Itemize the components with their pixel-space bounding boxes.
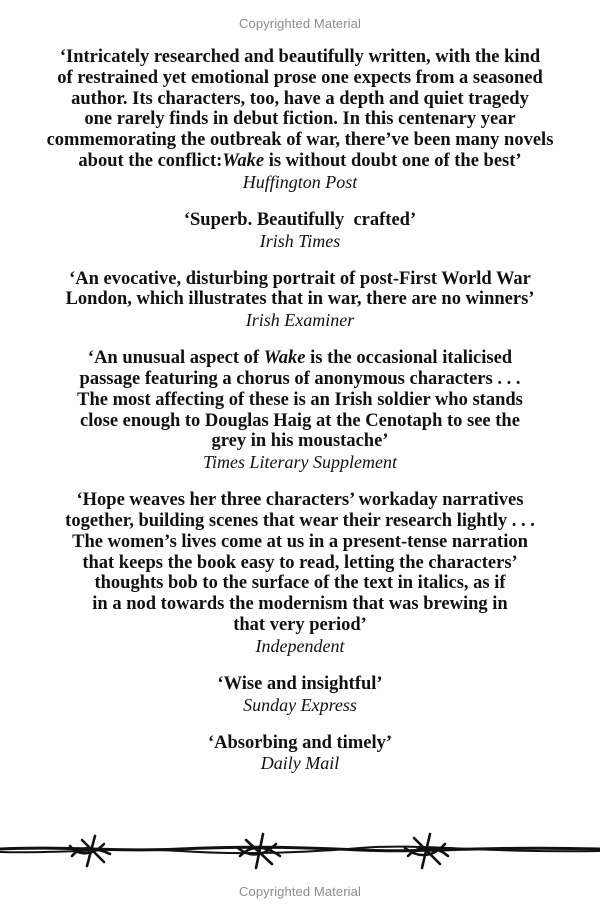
watermark-bottom: Copyrighted Material: [239, 884, 361, 899]
review-times-literary-supplement: [30, 348, 570, 473]
quote-line: London, which illustrates that in war, there are no winners’: [65, 289, 535, 310]
quote-line: one rarely finds in debut fiction. In this centenary year: [84, 109, 516, 130]
quote-line: that keeps the book easy to read, letting the characters’: [82, 552, 518, 573]
quote-line: thoughts bob to the surface of the text in italics, as if: [94, 573, 506, 594]
review-huffington-post: [30, 47, 570, 193]
review-quote: [30, 490, 570, 636]
quote-line: ‘Intricately researched and beautifully written, with the kind: [59, 47, 541, 67]
quote-line-segment: about the conflict:: [78, 150, 223, 171]
review-daily-mail: [30, 733, 570, 775]
book-title: Wake: [222, 150, 265, 171]
review-sunday-express: [30, 674, 570, 716]
review-quote: ‘Wise and insightful’: [217, 673, 383, 694]
reviews-list: [30, 47, 570, 791]
review-source: Irish Examiner: [245, 310, 355, 331]
barbed-wire-icon: [0, 826, 600, 876]
quote-line: commemorating the outbreak of war, there’ve been many novels: [46, 130, 554, 151]
quote-line: author. Its characters, too, have a depth and quiet tragedy: [71, 88, 529, 109]
barb-icon: [405, 834, 448, 868]
quote-line: that very period’: [233, 614, 367, 635]
quote-line: The most affecting of these is an Irish soldier who stands: [77, 389, 523, 410]
quote-line: close enough to Douglas Haig at the Cenotaph to see the: [80, 410, 520, 431]
review-quote: ‘Absorbing and timely’: [208, 732, 392, 753]
review-irish-examiner: [30, 269, 570, 332]
review-irish-times: [30, 210, 570, 252]
review-quote: [30, 47, 570, 172]
review-source: Huffington Post: [242, 171, 358, 192]
quote-line-segment: ‘An unusual aspect of: [87, 348, 264, 369]
watermark-top: Copyrighted Material: [239, 16, 361, 31]
book-title: Wake: [263, 348, 306, 369]
quote-line: grey in his moustache’: [211, 431, 389, 452]
quote-line: together, building scenes that wear their research lightly . . .: [65, 510, 535, 531]
quote-line-segment: is without doubt one of the best’: [264, 150, 522, 171]
quote-line: The women’s lives come at us in a present-tense narration: [72, 531, 528, 552]
quote-line-segment: is the occasional italicised: [305, 348, 513, 369]
quote-line: passage featuring a chorus of anonymous characters . . .: [79, 368, 521, 389]
barb-icon: [238, 834, 280, 868]
quote-line: of restrained yet emotional prose one expects from a seasoned: [57, 67, 543, 88]
review-source: Times Literary Supplement: [203, 452, 397, 473]
review-independent: [30, 490, 570, 657]
review-quote: ‘Superb. Beautifully crafted’: [183, 209, 417, 230]
review-quote: [30, 269, 570, 311]
quote-line: ‘An evocative, disturbing portrait of post-First World War: [69, 268, 531, 289]
review-source: Daily Mail: [260, 753, 340, 774]
review-source: Irish Times: [259, 230, 341, 251]
review-quote: [30, 348, 570, 452]
quote-line: in a nod towards the modernism that was brewing in: [92, 594, 508, 615]
review-source: Independent: [255, 635, 345, 656]
barb-icon: [70, 836, 110, 866]
review-source: Sunday Express: [243, 694, 357, 715]
quote-line: ‘Hope weaves her three characters’ workaday narratives: [76, 490, 524, 511]
